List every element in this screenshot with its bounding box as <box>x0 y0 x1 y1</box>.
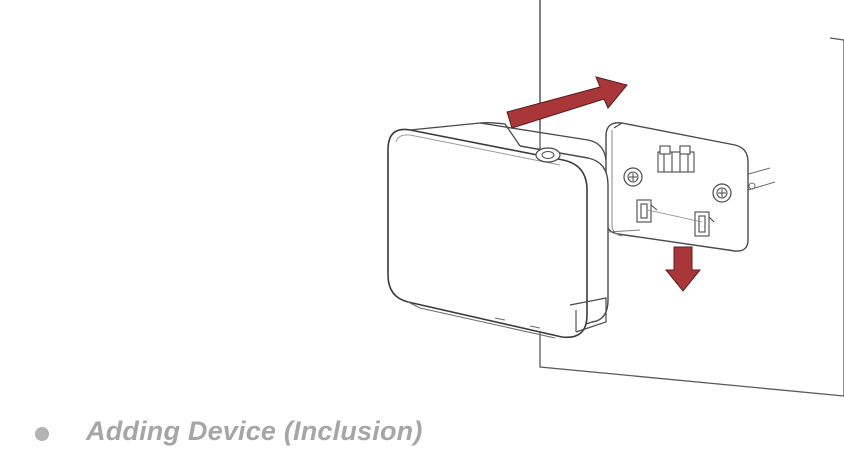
wire-lines <box>745 168 775 190</box>
sensor-device <box>388 123 608 338</box>
bullet-icon <box>35 427 49 441</box>
screw-left <box>624 168 642 186</box>
section-heading-row <box>0 400 844 473</box>
slide-down-arrow-icon <box>666 247 700 291</box>
section-heading: Adding Device (Inclusion) <box>86 416 423 446</box>
mounting-plate <box>606 123 748 251</box>
push-arrow-icon <box>507 77 627 128</box>
screw-right <box>713 184 731 202</box>
